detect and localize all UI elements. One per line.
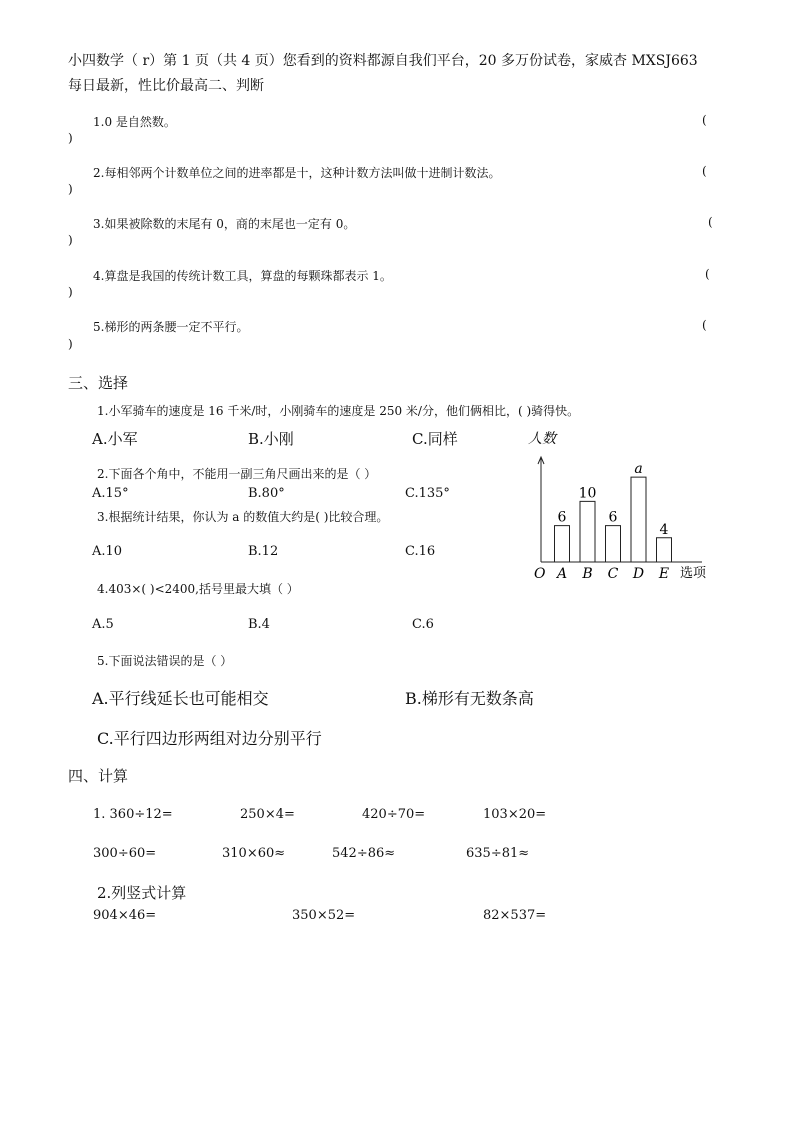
bar-d [631,477,646,562]
choice-section-title: 三、选择 [68,374,129,392]
choice-q4-option-b: B.4 [248,617,270,632]
calc-r3-c1: 904×46= [93,908,157,923]
calc-r3-c3: 82×537= [483,908,547,923]
choice-q2-text: 2.下面各个角中，不能用一副三角尺画出来的是（ ） [97,467,377,481]
choice-q2-option-b: B.80° [248,486,285,501]
judge-item-2-close-paren: ) [68,182,73,196]
choice-q1-option-b: B.小刚 [248,430,294,448]
choice-q5-option-b: B.梯形有无数条高 [405,689,534,708]
tick-label-d: D [632,566,645,582]
data-label-e: 4 [659,521,669,538]
bar-c [606,526,621,562]
judge-item-5-open-paren: ( [702,318,707,332]
calc-r2-c4: 635÷81≈ [466,846,530,861]
choice-q4-option-c: C.6 [412,617,434,632]
calc-r3-c2: 350×52= [292,908,356,923]
choice-q2-option-c: C.135° [405,486,450,501]
data-label-b: 10 [578,485,597,502]
choice-q1-text: 1.小军骑车的速度是 16 千米/时，小刚骑车的速度是 250 米/分，他们俩相比，( )骑得快。 [97,404,580,418]
choice-q3-option-a: A.10 [92,544,123,559]
choice-q5-option-a: A.平行线延长也可能相交 [92,689,269,708]
calc-r2-c2: 310×60≈ [222,846,286,861]
choice-q5-option-c: C.平行四边形两组对边分别平行 [97,729,322,748]
origin-label: O [534,566,546,582]
judge-item-1-open-paren: ( [702,113,707,127]
bar-a [555,526,570,562]
choice-q3-option-c: C.16 [405,544,436,559]
judge-item-1: 1.0 是自然数。 [93,115,176,129]
judge-item-5: 5.梯形的两条腰一定不平行。 [93,320,249,334]
choice-q2-option-a: A.15° [92,486,129,501]
judge-item-4-close-paren: ) [68,285,73,299]
judge-item-3-open-paren: ( [708,215,713,229]
header-line-2: 每日最新，性比价最高二、判断 [68,78,264,94]
calc-r1-c3: 420÷70= [362,807,426,822]
calc-r1-c2: 250×4= [240,807,295,822]
data-label-d: a [634,461,643,478]
bar-b [580,501,595,562]
tick-label-e: E [658,566,670,582]
judge-item-4: 4.算盘是我国的传统计数工具，算盘的每颗珠都表示 1。 [93,269,392,283]
judge-item-4-open-paren: ( [705,267,710,281]
tick-label-a: A [556,566,568,582]
choice-q3-text: 3.根据统计结果，你认为 a 的数值大约是( )比较合理。 [97,510,389,524]
calc-r1-c1: 1. 360÷12= [93,807,173,822]
calc-r1-c4: 103×20= [483,807,547,822]
data-label-c: 6 [608,509,618,526]
calc-r2-c3: 542÷86≈ [332,846,396,861]
judge-item-5-close-paren: ) [68,337,73,351]
choice-q4-text: 4.403×( )<2400,括号里最大填（ ） [97,582,299,596]
judge-item-3-close-paren: ) [68,233,73,247]
choice-q5-text: 5.下面说法错误的是（ ） [97,654,233,668]
judge-item-2-open-paren: ( [702,164,707,178]
choice-q3-option-b: B.12 [248,544,279,559]
judge-item-2: 2.每相邻两个计数单位之间的进率都是十，这种计数方法叫做十进制计数法。 [93,166,501,180]
judge-item-3: 3.如果被除数的末尾有 0，商的末尾也一定有 0。 [93,217,356,231]
choice-q4-option-a: A.5 [92,617,114,632]
data-label-a: 6 [557,509,567,526]
tick-label-c: C [607,566,619,582]
judge-item-1-close-paren: ) [68,131,73,145]
calc-subsection-title: 2.列竖式计算 [97,884,187,902]
calc-r2-c1: 300÷60= [93,846,157,861]
choice-q1-option-c: C.同样 [412,430,458,448]
calc-section-title: 四、计算 [68,767,129,785]
header-line-1: 小四数学（ r）第 1 页（共 4 页）您看到的资料都源自我们平台，20 多万份试卷，家威杏 MXSJ663 [68,53,698,69]
tick-label-b: B [582,566,593,582]
bar-e [657,538,672,562]
bar-chart [520,425,720,585]
x-axis-label: 选项 [680,566,707,581]
choice-q1-option-a: A.小军 [92,430,138,448]
y-axis-label: 人数 [528,431,556,447]
